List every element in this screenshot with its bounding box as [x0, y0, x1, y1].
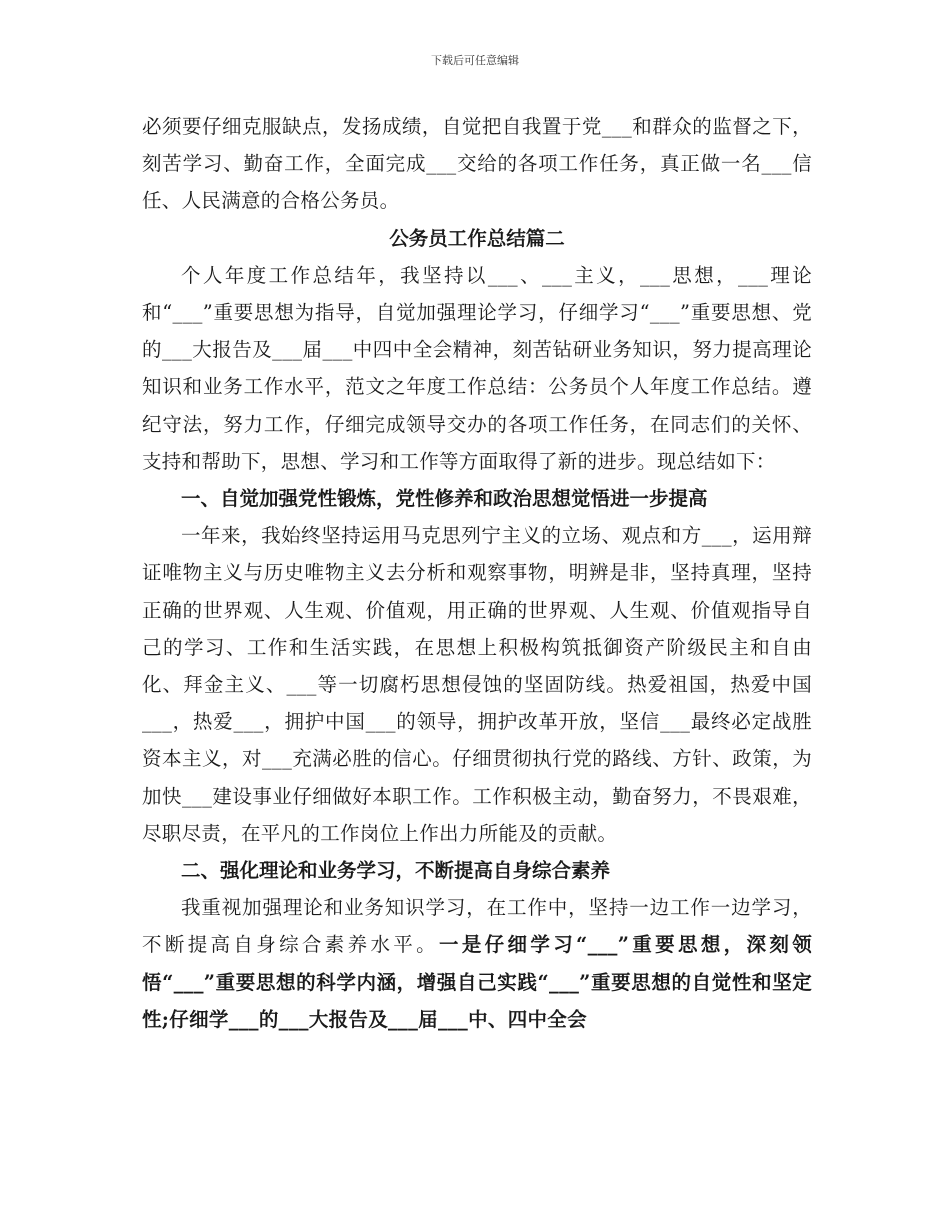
paragraph-3-bold: 一是仔细学习“___”重要思想，深刻领悟“___”重要思想的科学内涵，增强自己实践“___”重要思想的自觉性和坚定性;仔细学___的___大报告及___届___中、四中全会: [142, 933, 812, 1031]
paragraph-1: 个人年度工作总结年，我坚持以___、___主义，___思想，___理论和“___”重要思想为指导，自觉加强理论学习，仔细学习“___”重要思想、党的___大报告及___届___中四中全会精神，刻苦钻研业务知识，努力提高理论知识和业务工作水平，范文之年度工作总结：公务员个人年度工作总结。遵纪守法，努力工作，仔细完成领导交办的各项工作任务，在同志们的关怀、支持和帮助下，思想、学习和工作等方面取得了新的进步。现总结如下：: [142, 263, 812, 473]
paragraph-3-normal: 我重视加强理论和业务知识学习，在工作中，坚持一边工作一边学习，不断提高自身综合素养水平。: [142, 896, 812, 957]
heading-2: 二、强化理论和业务学习，不断提高自身综合素养: [181, 859, 611, 883]
section-title: 公务员工作总结篇二: [389, 226, 565, 250]
intro-paragraph: 必须要仔细克服缺点，发扬成绩，自觉把自我置于党___和群众的监督之下，刻苦学习、勤奋工作，全面完成___交给的各项工作任务，真正做一名___信任、人民满意的合格公务员。: [142, 115, 812, 213]
paragraph-3: [142, 889, 812, 1038]
paragraph-2: 一年来，我始终坚持运用马克思列宁主义的立场、观点和方___，运用辩证唯物主义与历史唯物主义去分析和观察事物，明辨是非，坚持真理，坚持正确的世界观、人生观、价值观，用正确的世界观、人生观、价值观指导自己的学习、工作和生活实践，在思想上积极构筑抵御资产阶级民主和自由化、拜金主义、___等一切腐朽思想侵蚀的坚固防线。热爱祖国，热爱中国___，热爱___，拥护中国___的领导，拥护改革开放，坚信___最终必定战胜资本主义，对___充满必胜的信心。仔细贯彻执行党的路线、方针、政策，为加快___建设事业仔细做好本职工作。工作积极主动，勤奋努力，不畏艰难，尽职尽责，在平凡的工作岗位上作出力所能及的贡献。: [142, 524, 812, 845]
document-body: [142, 108, 812, 1038]
heading-1: 一、自觉加强党性锻炼，党性修养和政治思想觉悟进一步提高: [181, 487, 708, 511]
page-header: 下载后可任意编辑: [431, 54, 519, 67]
